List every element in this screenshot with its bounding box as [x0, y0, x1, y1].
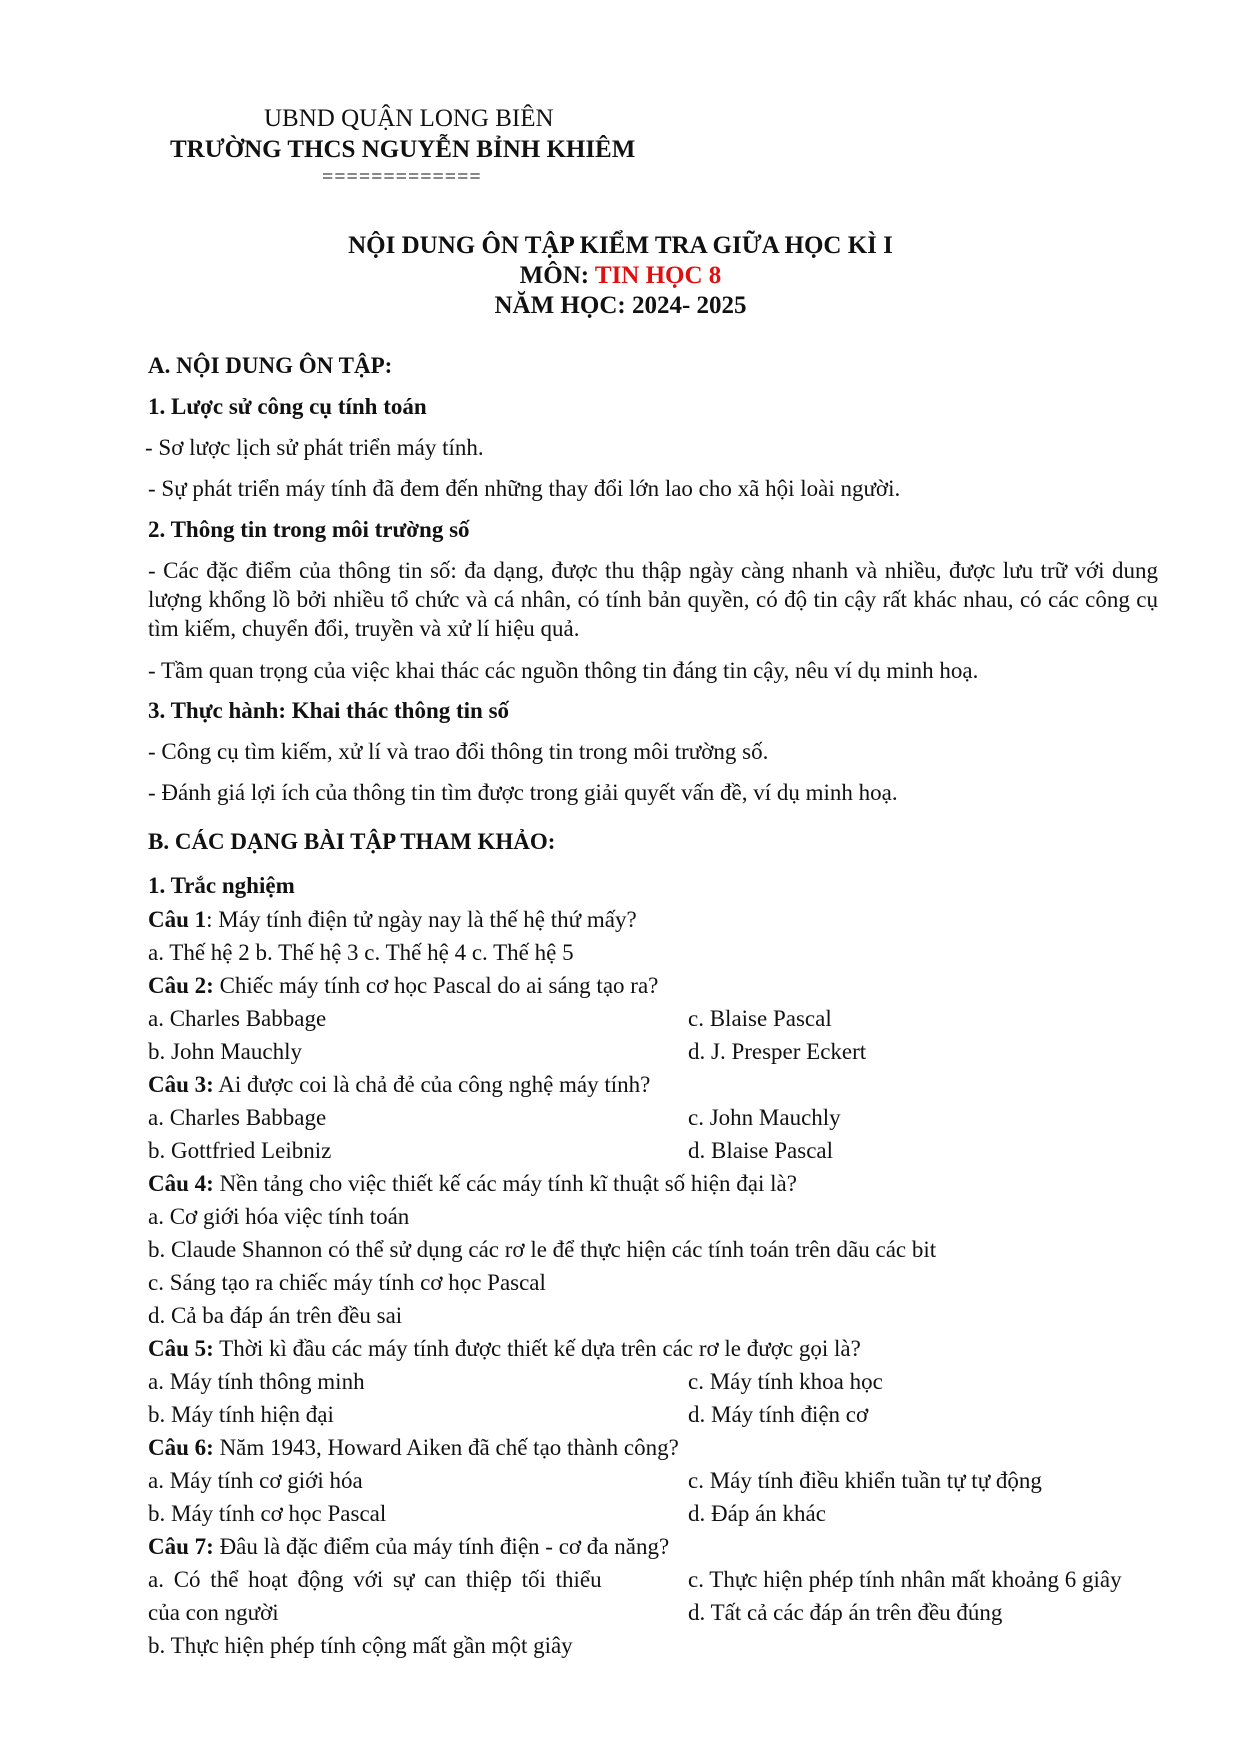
topic-2-item: - Tầm quan trọng của việc khai thác các nguồn thông tin đáng tin cậy, nêu ví dụ minh hoạ. [148, 658, 979, 683]
answer-a: a. Charles Babbage [148, 1105, 327, 1130]
question-text: Chiếc máy tính cơ học Pascal do ai sáng tạo ra? [213, 973, 659, 998]
question-1-answers: a. Thế hệ 2 b. Thế hệ 3 c. Thế hệ 4 c. Thế hệ 5 [148, 940, 574, 965]
answer-b: b. John Mauchly [148, 1039, 302, 1064]
answer-a: a. Cơ giới hóa việc tính toán [148, 1204, 410, 1229]
section-b-heading: B. CÁC DẠNG BÀI TẬP THAM KHẢO: [148, 829, 556, 854]
answer-b: b. Thực hiện phép tính cộng mất gần một giây [148, 1633, 573, 1658]
topic-1-heading: 1. Lược sử công cụ tính toán [148, 394, 427, 419]
answer-c: c. Sáng tạo ra chiếc máy tính cơ học Pascal [148, 1270, 546, 1295]
answer-b: b. Claude Shannon có thể sử dụng các rơ le để thực hiện các tính toán trên dãu các bit [148, 1237, 937, 1262]
answer-a: a. Máy tính cơ giới hóa [148, 1468, 363, 1493]
question-label: Câu 6: [148, 1435, 214, 1460]
answer-c: c. Thực hiện phép tính nhân mất khoảng 6 giây [688, 1567, 1122, 1592]
topic-1-item: - Sơ lược lịch sử phát triển máy tính. [145, 435, 484, 460]
question-text: Năm 1943, Howard Aiken đã chế tạo thành công? [213, 1435, 679, 1460]
topic-3-item: - Công cụ tìm kiếm, xử lí và trao đổi thông tin trong môi trường số. [148, 739, 769, 764]
question-text: Đâu là đặc điểm của máy tính điện - cơ đa năng? [213, 1534, 670, 1559]
question-6 [148, 1435, 679, 1461]
section-a-heading: A. NỘI DUNG ÔN TẬP: [148, 353, 393, 378]
header-divider: ============= [322, 166, 482, 188]
topic-2-item: - Các đặc điểm của thông tin số: đa dạng, được thu thập ngày càng nhanh và nhiều, được lưu trữ với dung lượng khổng lồ bởi nhiều tổ chức và cá nhân, có tính bản quyền, có độ tin cậy rất khác nhau, có các công cụ tìm kiếm, chuyển đổi, truyền và xử lí hiệu quả. [148, 558, 1158, 641]
question-text: : Máy tính điện tử ngày nay là thế hệ thứ mấy? [206, 907, 637, 932]
question-2 [148, 973, 658, 999]
subject-label: MÔN: [519, 262, 595, 289]
answer-d: d. Tất cả các đáp án trên đều đúng [688, 1600, 1003, 1625]
org-name: UBND QUẬN LONG BIÊN [264, 105, 554, 132]
question-5 [148, 1336, 861, 1362]
question-label: Câu 5: [148, 1336, 214, 1361]
answer-d: d. Đáp án khác [688, 1501, 826, 1526]
answer-d: d. Máy tính điện cơ [688, 1402, 869, 1427]
answer-a: a. Máy tính thông minh [148, 1369, 365, 1394]
question-label: Câu 1 [148, 907, 207, 932]
question-7 [148, 1534, 669, 1560]
quiz-heading: 1. Trắc nghiệm [148, 873, 295, 898]
answer-a-continued: của con người [148, 1600, 279, 1625]
answer-c: c. Blaise Pascal [688, 1006, 832, 1031]
question-label: Câu 3: [148, 1072, 214, 1097]
subject-name: TIN HỌC 8 [594, 262, 722, 289]
answer-b: b. Máy tính hiện đại [148, 1402, 334, 1427]
doc-title: NỘI DUNG ÔN TẬP KIỂM TRA GIỮA HỌC KÌ I [348, 232, 893, 259]
answer-c: c. Máy tính điều khiển tuần tự tự động [688, 1468, 1042, 1493]
topic-2-heading: 2. Thông tin trong môi trường số [148, 517, 470, 542]
answer-c: c. John Mauchly [688, 1105, 841, 1130]
answer-b: b. Máy tính cơ học Pascal [148, 1501, 387, 1526]
question-label: Câu 2: [148, 973, 214, 998]
question-4 [148, 1171, 797, 1197]
question-text: Nền tảng cho việc thiết kế các máy tính kĩ thuật số hiện đại là? [213, 1171, 797, 1196]
question-label: Câu 4: [148, 1171, 214, 1196]
topic-3-item: - Đánh giá lợi ích của thông tin tìm được trong giải quyết vấn đề, ví dụ minh hoạ. [148, 780, 898, 805]
question-1 [148, 907, 637, 933]
topic-1-item: - Sự phát triển máy tính đã đem đến những thay đổi lớn lao cho xã hội loài người. [148, 476, 901, 501]
subject-line [0, 262, 1241, 290]
answer-a: a. Charles Babbage [148, 1006, 327, 1031]
answer-c: c. Máy tính khoa học [688, 1369, 883, 1394]
school-name: TRƯỜNG THCS NGUYỄN BỈNH KHIÊM [170, 136, 636, 163]
answer-d: d. Blaise Pascal [688, 1138, 833, 1163]
question-label: Câu 7: [148, 1534, 214, 1559]
answer-b: b. Gottfried Leibniz [148, 1138, 332, 1163]
answer-d: d. Cả ba đáp án trên đều sai [148, 1303, 403, 1328]
topic-3-heading: 3. Thực hành: Khai thác thông tin số [148, 698, 510, 723]
school-year: NĂM HỌC: 2024- 2025 [494, 292, 747, 319]
question-text: Ai được coi là chả đẻ của công nghệ máy tính? [213, 1072, 651, 1097]
answer-d: d. J. Presper Eckert [688, 1039, 867, 1064]
question-3 [148, 1072, 650, 1098]
question-text: Thời kì đầu các máy tính được thiết kế dựa trên các rơ le được gọi là? [213, 1336, 861, 1361]
answer-a: a. Có thể hoạt động với sự can thiệp tối thiểu [148, 1567, 602, 1592]
